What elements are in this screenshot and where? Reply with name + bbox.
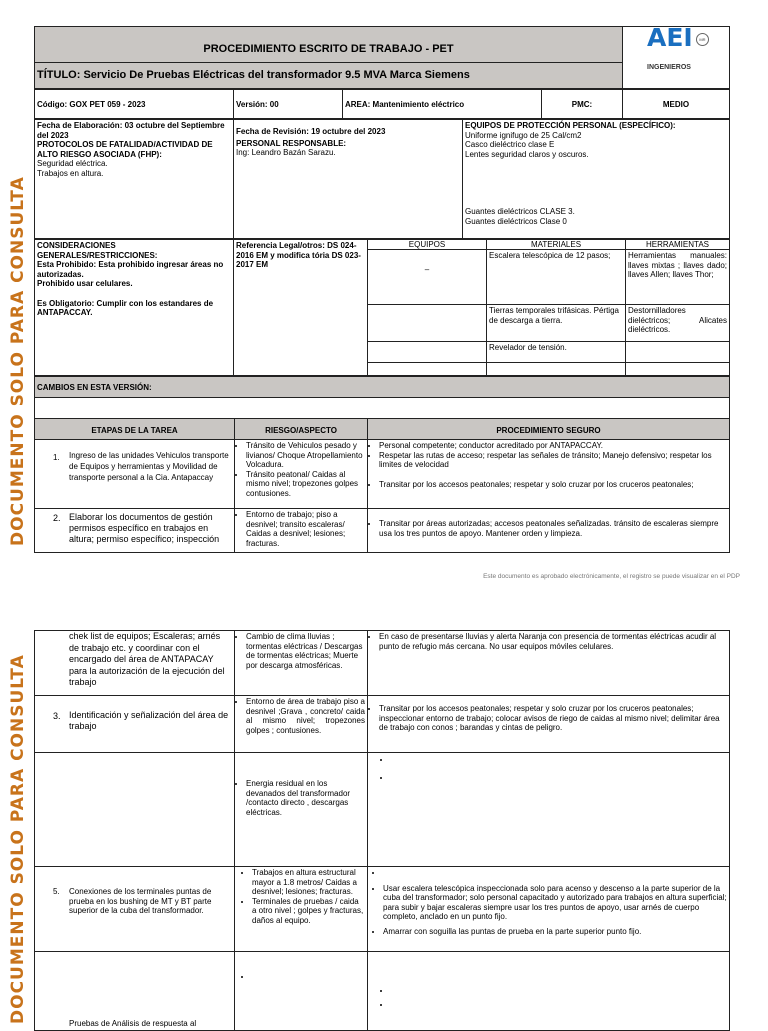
fecha-revision-cell — [233, 119, 463, 239]
consideraciones-label: CONSIDERACIONES GENERALES/RESTRICCIONES: — [37, 241, 158, 260]
referencia-legal: Referencia Legal/otros: DS 024-2016 EM y modifica tória DS 023-2017 EM — [233, 239, 368, 376]
row2-etapa: 2. Elaborar los documentos de gestión permisos específico en trabajos en altura; permiso específico; inspección — [34, 508, 235, 553]
row5-riesgo: • Trabajos en altura estructural mayor a 1.8 metros/ Caidas a desnivel; lesiones; fracturas. • Terminales de pruebas / caida a otro nivel ; golpes y fracturas, daños al equipo. — [234, 866, 368, 952]
cambios-value — [34, 397, 730, 419]
obligatorio-text: Es Obligatorio: Cumplir con los estandares de ANTAPACCAY. — [37, 298, 214, 317]
row1-procedimiento: • Personal competente; conductor acreditado por ANTAPACCAY. • Respetar las rutas de acceso; respetar las señales de tránsito; Manejo defensivo; respetar los limites de velocidad • Transitar por los accesos peatonales; respetar y solo cruzar por los cruceros peatonales; — [367, 439, 730, 509]
fecha-elaboracion-cell — [34, 119, 234, 239]
procedimiento-header: PROCEDIMIENTO SEGURO — [367, 418, 730, 440]
prohibido-celulares: Prohibido usar celulares. — [37, 279, 133, 288]
row1-riesgo: • Tránsito de Vehiculos pesado y livianos/ Choque Atropellamiento Volcadura. • Tránsito peatonal/ Caidas al mismo nivel; tropezones golpes contusiones. — [234, 439, 368, 509]
row6-etapa: Pruebas de Análisis de respuesta al — [34, 951, 235, 1031]
epp-items-gloves: Guantes dieléctricos CLASE 3. Guantes dieléctricos Clase 0 — [465, 207, 575, 226]
herramientas-empty-3 — [625, 341, 730, 363]
equipos-empty-4 — [367, 362, 487, 376]
etapas-header: ETAPAS DE LA TAREA — [34, 418, 235, 440]
personal-value: Ing: Leandro Bazán Sarazu. — [236, 148, 336, 157]
fecha-revision: Fecha de Revisión: 19 octubre del 2023 — [236, 127, 386, 136]
row3-riesgo: • Entorno de área de trabajo piso a desnivel ;Grava , concreto/ caida al mismo nivel; tropezones golpes ; contusiones. — [234, 695, 368, 753]
logo-subtitle: INGENIEROS — [647, 64, 691, 71]
herramientas-empty-4 — [625, 362, 730, 376]
titulo-value: Servicio De Pruebas Eléctricas del transformador 9.5 MVA Marca Siemens — [80, 69, 470, 81]
materiales-empty-4 — [486, 362, 626, 376]
protocolos-label: PROTOCOLOS DE FATALIDAD/ACTIVIDAD DE ALTO RIESGO ASOCIADA (FHP): — [37, 140, 213, 159]
row2-riesgo: • Entorno de trabajo; piso a desnivel; transito escaleras/ Caidas a desnivel; lesiones; fracturas. — [234, 508, 368, 553]
side-watermark-bottom: DOCUMENTO SOLO PARA CONSULTA — [8, 654, 28, 1024]
equipos-empty-2 — [367, 304, 487, 342]
protocolos-items: Seguridad eléctrica. Trabajos en altura. — [37, 159, 108, 178]
row3-etapa: 3. Identificación y señalización del área de trabajo — [34, 695, 235, 753]
materiales-1: Escalera telescópica de 12 pasos; — [486, 249, 626, 305]
row2-procedimiento: • Transitar por áreas autorizadas; accesos peatonales señalizadas. tránsito de escaleras siempre usa los tres puntos de apoyo. Mantener orden y limpieza. — [367, 508, 730, 553]
row2b-etapa: chek list de equipos; Escaleras; arnés de trabajo etc. y coordinar con el encargado del área de ANTAPACAY para la autorización de la ejecución del trabajo — [34, 630, 235, 696]
equipos-value: – — [367, 249, 487, 305]
fecha-elaboracion: Fecha de Elaboración: 03 octubre del Septiembre del 2023 — [37, 121, 225, 140]
row4-etapa — [34, 752, 235, 867]
riesgo-header: RIESGO/ASPECTO — [234, 418, 368, 440]
area: AREA: Mantenimiento eléctrico — [342, 89, 542, 119]
equipos-empty-3 — [367, 341, 487, 363]
row4-procedimiento — [367, 752, 730, 867]
row6-procedimiento — [367, 951, 730, 1031]
consideraciones-cell — [34, 239, 234, 376]
aei-logo: AEI MR — [647, 33, 709, 49]
herramientas-1: Herramientas manuales: llaves mixtas ; llaves dado; llaves Allen; llaves Thor; — [625, 249, 730, 305]
epp-label: EQUIPOS DE PROTECCIÓN PERSONAL (ESPECÍFICO): — [465, 121, 676, 130]
epp-items: Uniforme ignifugo de 25 Cal/cm2 Casco dieléctrico clase E Lentes seguridad claros y oscuros. — [465, 130, 589, 159]
titulo-label: TÍTULO: — [37, 69, 81, 81]
materiales-3: Revelador de tensión. — [486, 341, 626, 363]
doc-title: PROCEDIMIENTO ESCRITO DE TRABAJO - PET — [34, 26, 623, 63]
row4-riesgo: • Energia residual en los devanados del transformador /contacto directo , descargas eléctricas. — [234, 752, 368, 867]
prohibido-text: Esta Prohibido: Esta prohibido ingresar áreas no autorizadas. — [37, 260, 224, 279]
page-2 — [0, 630, 768, 1028]
epp-cell — [462, 119, 730, 239]
pmc-label: PMC: — [541, 89, 623, 119]
row2b-riesgo: • Cambio de clima lluvias ; tormentas eléctricas / Descargas de tormentas eléctricas; Muerte por descarga atmosféricas. — [234, 630, 368, 696]
herramientas-header: HERRAMIENTAS — [625, 239, 730, 250]
row6-riesgo — [234, 951, 368, 1031]
pmc-value: MEDIO — [622, 89, 730, 119]
materiales-header: MATERIALES — [486, 239, 626, 250]
footer-note: Este documento es aprobado electrónicamente, el registro se puede visualizar en el PDP — [483, 573, 740, 580]
version: Versión: 00 — [233, 89, 343, 119]
row5-procedimiento: • • Usar escalera telescópica inspeccionada solo para acenso y descenso a la parte superior de la cuba del transformador; solo personal capacitado y autorizado para trabajos en altura superficial; para subir y bajar escaleras siempre usar los tres puntos de apoyo, usar arnés de cuerpo completo, anclado en un punto fijo. • Amarrar con soguilla las puntas de prueba en la parte superior punto fijo. — [367, 866, 730, 952]
materiales-2: Tierras temporales trifásicas. Pértiga de descarga a tierra. — [486, 304, 626, 342]
row5-etapa: 5. Conexiones de los terminales puntas de prueba en los bushing de MT y BT parte superior de la cuba del transformador. — [34, 866, 235, 952]
personal-label: PERSONAL RESPONSABLE: — [236, 138, 347, 148]
row1-etapa: 1. Ingreso de las unidades Vehiculos transporte de Equipos y herramientas y Movilidad de transporte personal a la Cia. Antapaccay — [34, 439, 235, 509]
row2b-procedimiento: • En caso de presentarse lluvias y alerta Naranja con presencia de tormentas eléctricas acudir al punto de refugio más cercana. No usar equipos móviles celulares. — [367, 630, 730, 696]
logo-box — [622, 26, 730, 89]
row3-procedimiento: • Transitar por los accesos peatonales; respetar y solo cruzar por los cruceros peatonales; inspeccionar entorno de trabajo; colocar avisos de riego de caidas al mismo nivel; delimitar área de trabajo con conos ; barandas y cintas de peligro. — [367, 695, 730, 753]
side-watermark-top: DOCUMENTO SOLO PARA CONSULTA — [8, 176, 28, 546]
equipos-header: EQUIPOS — [367, 239, 487, 250]
cambios-label: CAMBIOS EN ESTA VERSIÓN: — [34, 376, 730, 398]
codigo: Código: GOX PET 059 - 2023 — [34, 89, 234, 119]
herramientas-2: Destornilladores dieléctricos; Alicates dieléctricos. — [625, 304, 730, 342]
titulo-row — [34, 62, 623, 89]
